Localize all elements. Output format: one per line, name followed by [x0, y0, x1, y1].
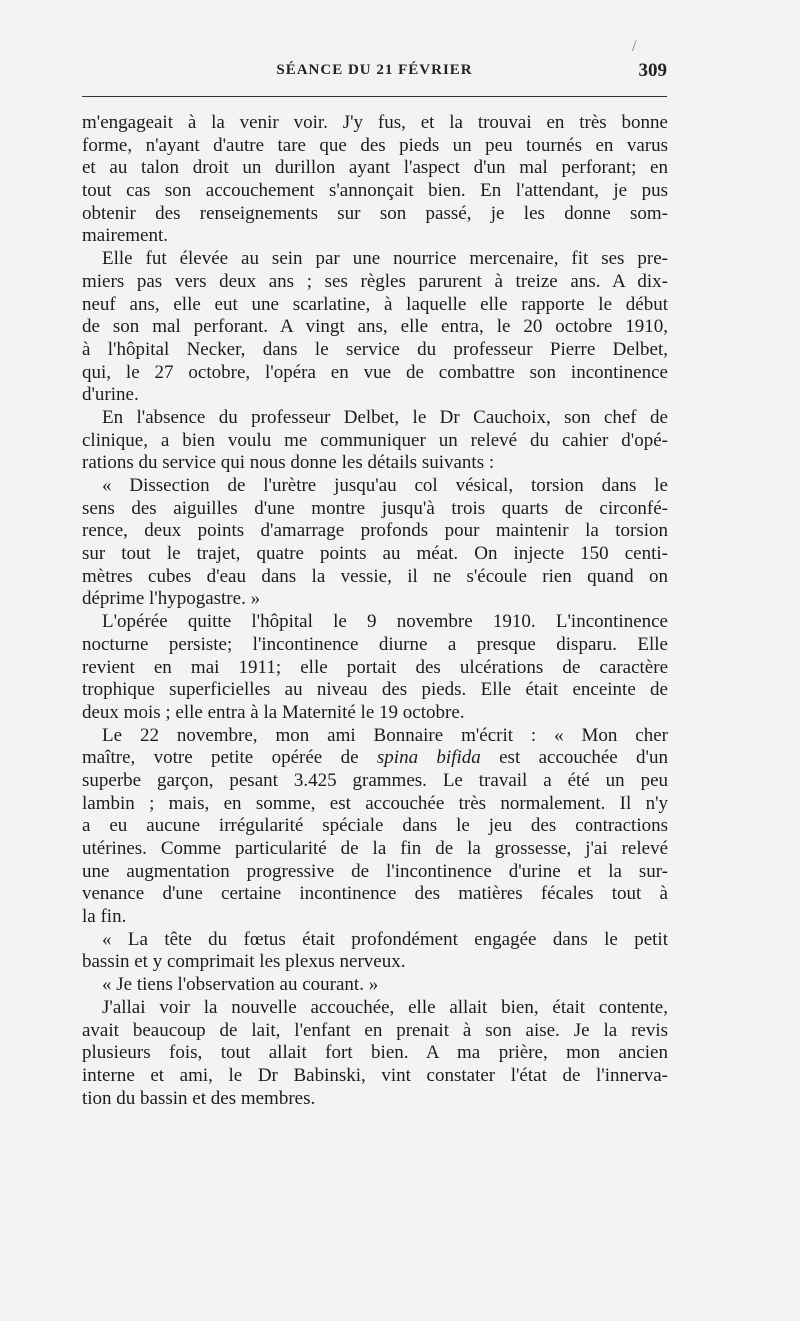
text-line: d'urine. — [82, 384, 139, 406]
text-segment: maître, votre petite opérée de — [82, 747, 377, 769]
text-line: neuf ans, elle eut une scarlatine, à laquelle elle rapporte le début — [82, 293, 668, 315]
text-line: tout cas son accouchement s'annonçait bien. En l'attendant, je pus — [82, 180, 668, 202]
text-line: utérines. Comme particularité de la fin de la grossesse, j'ai relevé — [82, 838, 668, 859]
text-line: J'allai voir la nouvelle accouchée, elle allait bien, était contente, — [102, 996, 668, 1018]
text-line: nocturne persiste; l'incontinence diurne a presque disparu. Elle — [82, 633, 668, 655]
text-line: venance d'une certaine incontinence des matières fécales tout à — [82, 883, 668, 905]
text-line: clinique, a bien voulu me communiquer un relevé du cahier d'opé- — [82, 429, 668, 451]
text-line: a eu aucune irrégularité spéciale dans le jeu des contractions — [82, 815, 668, 837]
text-line: m'engageait à la venir voir. J'y fus, et la trouvai en très bonne — [82, 112, 668, 133]
text-line: obtenir des renseignements sur son passé, je les donne som- — [82, 202, 668, 224]
text-line: miers pas vers deux ans ; ses règles parurent à treize ans. A dix- — [82, 270, 668, 292]
text-line: plusieurs fois, tout allait fort bien. A ma prière, mon ancien — [82, 1042, 668, 1064]
text-line: forme, n'ayant d'autre tare que des pieds un peu tournés en varus — [82, 134, 668, 156]
running-head — [82, 60, 667, 84]
text-line — [82, 747, 668, 770]
text-line: deux mois ; elle entra à la Maternité le 19 octobre. — [82, 701, 465, 723]
text-line: interne et ami, le Dr Babinski, vint constater l'état de l'innerva- — [82, 1064, 668, 1086]
text-line: la fin. — [82, 906, 127, 928]
text-line: superbe garçon, pesant 3.425 grammes. Le travail a été un peu — [82, 769, 668, 791]
text-line: L'opérée quitte l'hôpital le 9 novembre 1910. L'incontinence — [102, 611, 668, 633]
text-line: rence, deux points d'amarrage profonds pour maintenir la torsion — [82, 520, 668, 542]
text-line: Le 22 novembre, mon ami Bonnaire m'écrit : « Mon cher — [102, 724, 668, 746]
text-line: tion du bassin et des membres. — [82, 1087, 316, 1109]
text-line: et au talon droit un durillon ayant l'aspect d'un mal perforant; en — [82, 157, 668, 179]
header-rule — [82, 96, 667, 97]
text-line: de son mal perforant. A vingt ans, elle entra, le 20 octobre 1910, — [82, 316, 668, 338]
text-line: une augmentation progressive de l'incontinence d'urine et la sur- — [82, 860, 668, 882]
text-segment: est accouchée d'un — [480, 747, 668, 769]
text-line: revient en mai 1911; elle portait des ulcérations de caractère — [82, 656, 668, 678]
text-line: mairement. — [82, 225, 168, 247]
text-line: avait beaucoup de lait, l'enfant en prenait à son aise. Je la revis — [82, 1019, 668, 1041]
running-title: SÉANCE DU 21 FÉVRIER — [276, 62, 473, 78]
stray-pencil-mark: / — [632, 38, 637, 55]
text-line: déprime l'hypogastre. » — [82, 588, 261, 610]
text-line: à l'hôpital Necker, dans le service du professeur Pierre Delbet, — [82, 338, 668, 360]
text-line: lambin ; mais, en somme, est accouchée très normalement. Il n'y — [82, 792, 668, 814]
text-line: « Dissection de l'urètre jusqu'au col vésical, torsion dans le — [102, 475, 668, 496]
text-line: mètres cubes d'eau dans la vessie, il ne s'écoule rien quand on — [82, 565, 668, 587]
text-line: trophique superficielles au niveau des pieds. Elle était enceinte de — [82, 679, 668, 701]
text-line: bassin et y comprimait les plexus nerveux. — [82, 951, 406, 973]
text-line: sur tout le trajet, quatre points au méat. On injecte 150 centi- — [82, 543, 668, 565]
text-line: En l'absence du professeur Delbet, le Dr Cauchoix, son chef de — [102, 406, 668, 428]
text-line: qui, le 27 octobre, l'opéra en vue de combattre son incontinence — [82, 361, 668, 383]
body-text — [82, 112, 668, 1110]
text-line: « La tête du fœtus était profondément engagée dans le petit — [102, 928, 668, 950]
page-number: 309 — [638, 60, 667, 81]
text-line: sens des aiguilles d'une montre jusqu'à trois quarts de circonfé- — [82, 497, 668, 519]
text-line: rations du service qui nous donne les détails suivants : — [82, 452, 495, 474]
text-line: Elle fut élevée au sein par une nourrice mercenaire, fit ses pre- — [102, 248, 668, 270]
italic-term: spina bifida — [376, 747, 481, 769]
text-line: « Je tiens l'observation au courant. » — [102, 974, 379, 996]
